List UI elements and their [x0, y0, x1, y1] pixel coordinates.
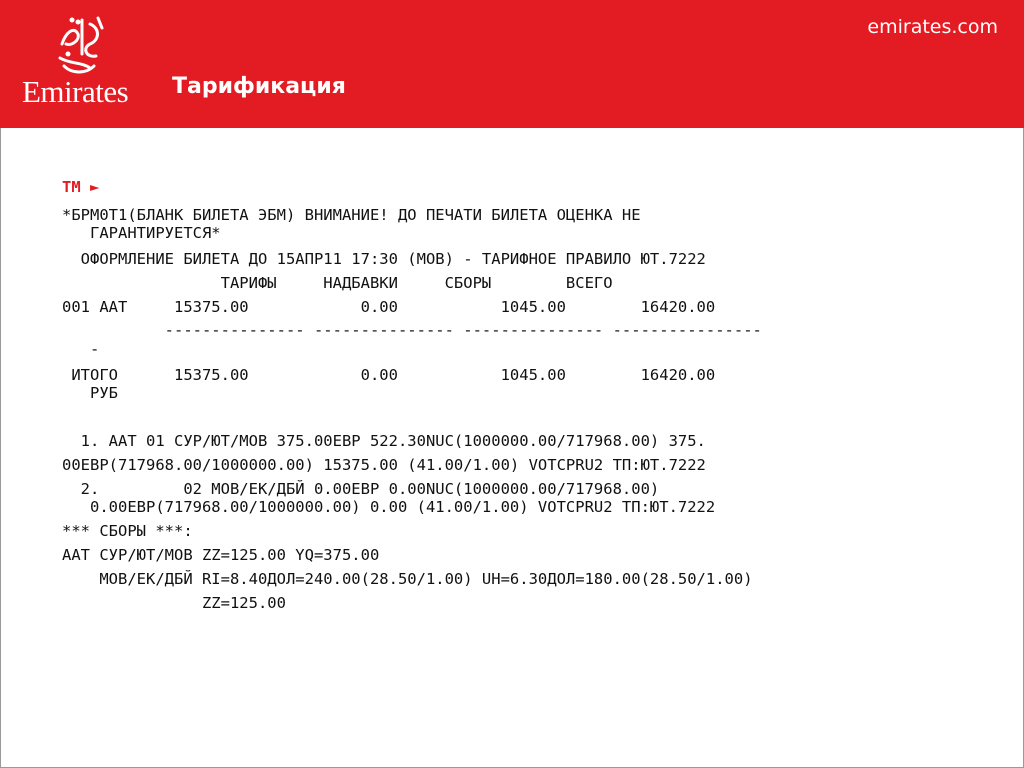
terminal-line: ТАРИФЫ НАДБАВКИ СБОРЫ ВСЕГО [62, 274, 613, 292]
brand-wordmark: Emirates [22, 74, 129, 109]
terminal-line: 00ЕВР(717968.00/1000000.00) 15375.00 (41.00/1.00) VOTCPRU2 ТП:ЮТ.7222 [62, 456, 706, 474]
terminal-line: ИТОГО 15375.00 0.00 1045.00 16420.00 [62, 366, 716, 384]
terminal-line: 001 ААТ 15375.00 0.00 1045.00 16420.00 [62, 298, 716, 316]
terminal-line: *** СБОРЫ ***: [62, 522, 193, 540]
terminal-line: РУБ [62, 384, 118, 402]
terminal-line: *БРМ0Т1(БЛАНК БИЛЕТА ЭБМ) ВНИМАНИЕ! ДО ПЕЧАТИ БИЛЕТА ОЦЕНКА НЕ [62, 206, 641, 224]
terminal-line: 1. ААТ 01 СУР/ЮТ/МОВ 375.00ЕВР 522.30NUC(1000000.00/717968.00) 375. [62, 432, 706, 450]
terminal-line: ZZ=125.00 [62, 594, 286, 612]
terminal-line: ААТ СУР/ЮТ/МОВ ZZ=125.00 YQ=375.00 [62, 546, 380, 564]
emirates-calligraphy-logo-icon [52, 14, 108, 78]
terminal-line: 2. 02 МОВ/ЕК/ДБЙ 0.00ЕВР 0.00NUC(1000000.00/717968.00) [62, 480, 660, 498]
site-url: emirates.com [867, 16, 998, 38]
terminal-line: ОФОРМЛЕНИЕ БИЛЕТА ДО 15АПР11 17:30 (МОВ) - ТАРИФНОЕ ПРАВИЛО ЮТ.7222 [62, 250, 706, 268]
terminal-line: --------------- --------------- --------------- ---------------- [62, 321, 762, 339]
terminal-line: МОВ/ЕК/ДБЙ RI=8.40ДОЛ=240.00(28.50/1.00) UH=6.30ДОЛ=180.00(28.50/1.00) [62, 570, 753, 588]
header-bar [0, 0, 1024, 128]
terminal-line: ГАРАНТИРУЕТСЯ* [62, 224, 221, 242]
terminal-line: ТМ ► [62, 178, 100, 196]
terminal-line: - [62, 340, 100, 358]
terminal-line: 0.00ЕВР(717968.00/1000000.00) 0.00 (41.00/1.00) VOTCPRU2 ТП:ЮТ.7222 [62, 498, 716, 516]
page-title: Тарификация [172, 74, 346, 99]
